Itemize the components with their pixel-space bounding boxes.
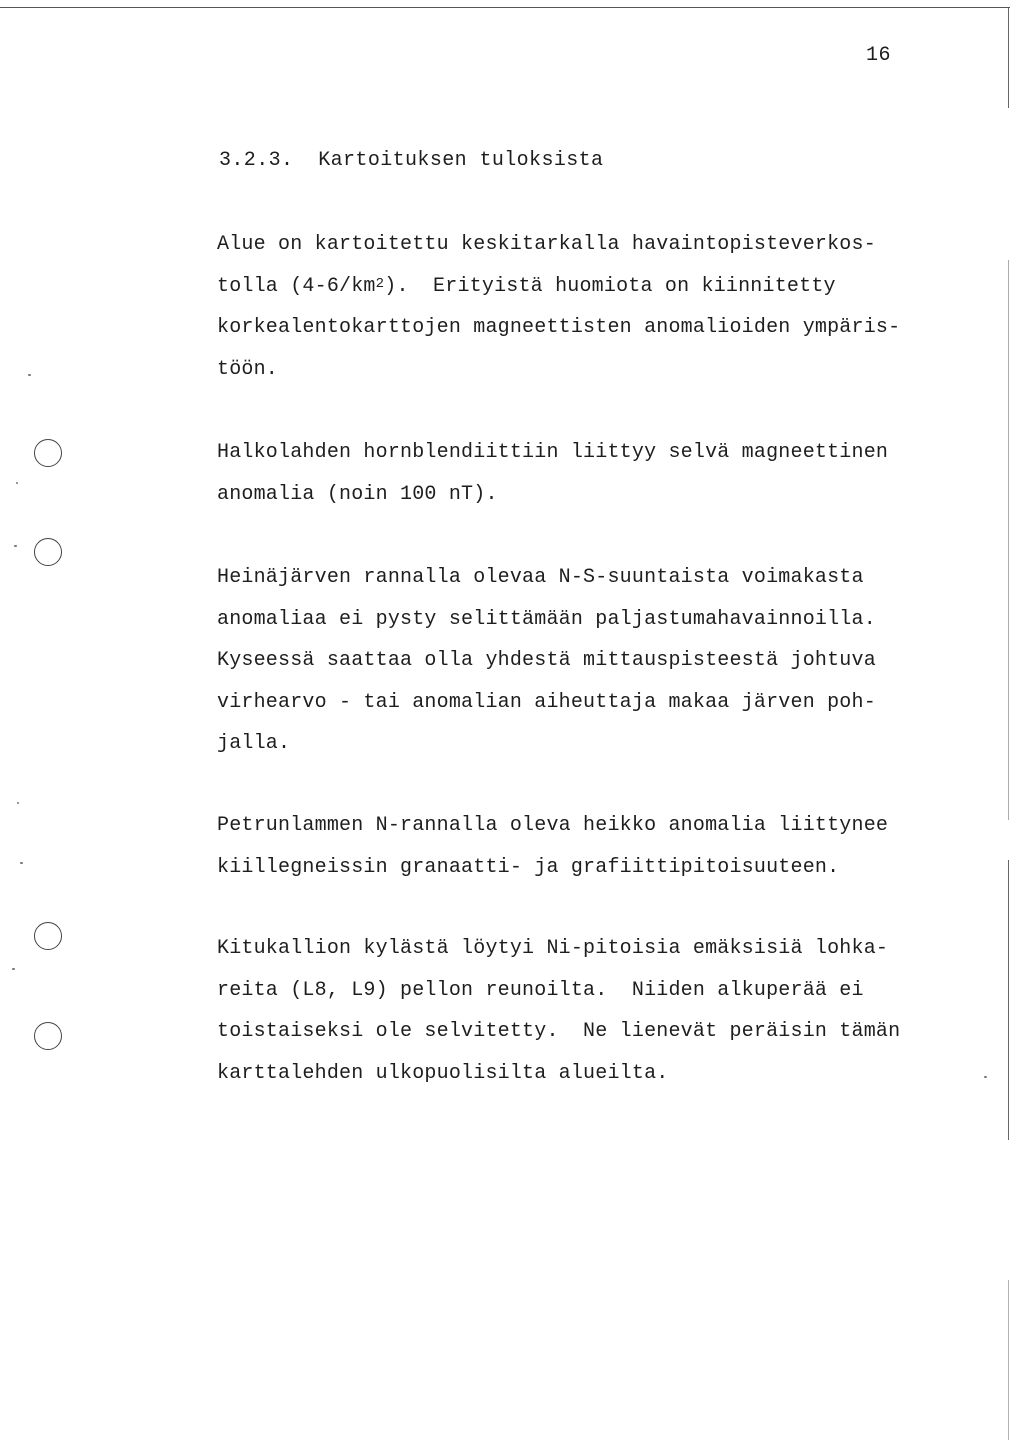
page-top-edge-line — [0, 7, 1010, 8]
text-line: Alue on kartoitettu keskitarkalla havaintopisteverkos- — [217, 233, 876, 256]
text-line: anomaliaa ei pysty selittämään paljastumahavainnoilla. — [217, 607, 876, 631]
paragraph — [217, 557, 917, 765]
scan-speck — [12, 968, 15, 970]
binder-hole-icon — [34, 922, 62, 950]
scan-speck — [14, 545, 17, 547]
text-line: töön. — [217, 357, 279, 381]
text-line: karttalehden ulkopuolisilta alueilta. — [217, 1061, 669, 1085]
scan-speck — [20, 862, 23, 864]
binder-hole-icon — [34, 439, 62, 467]
scan-speck — [16, 482, 18, 484]
scan-speck — [28, 374, 31, 376]
text-line: toistaiseksi ole selvitetty. Ne lienevät peräisin tämän — [217, 1020, 901, 1044]
paragraph — [217, 224, 917, 390]
text-line — [217, 266, 917, 308]
binder-hole-icon — [34, 538, 62, 566]
text-line: anomalia (noin 100 nT). — [217, 482, 498, 506]
scan-speck — [17, 802, 19, 804]
text-line: korkealentokarttojen magneettisten anomalioiden ympäris- — [217, 316, 901, 340]
text-line: reita (L8, L9) pellon reunoilta. Niiden alkuperää ei — [217, 978, 864, 1002]
text-segment: tolla (4-6/km — [217, 274, 376, 298]
text-line: kiillegneissin granaatti- ja grafiittipitoisuuteen. — [217, 855, 840, 879]
text-line: Heinäjärven rannalla olevaa N-S-suuntaista voimakasta — [217, 566, 864, 589]
page-right-edge-line — [1008, 260, 1009, 820]
page-right-edge-line — [1008, 8, 1009, 108]
paragraph — [217, 432, 917, 515]
scan-speck — [984, 1076, 987, 1078]
text-line: Kitukallion kylästä löytyi Ni-pitoisia emäksisiä lohka- — [217, 937, 889, 960]
text-line: Kyseessä saattaa olla yhdestä mittauspisteestä johtuva — [217, 649, 876, 673]
text-line: virhearvo - tai anomalian aiheuttaja makaa järven poh- — [217, 690, 876, 714]
page-right-edge-line — [1008, 1280, 1009, 1440]
text-line: jalla. — [217, 732, 291, 756]
paragraph — [217, 928, 917, 1094]
page-number: 16 — [866, 44, 892, 67]
text-line: Petrunlammen N-rannalla oleva heikko anomalia liittynee — [217, 814, 889, 837]
text-line: Halkolahden hornblendiittiin liittyy selvä magneettinen — [217, 441, 889, 464]
superscript-exponent: 2 — [375, 275, 385, 292]
paragraph — [217, 805, 917, 888]
page-right-edge-line — [1008, 860, 1009, 1140]
binder-hole-icon — [34, 1022, 62, 1050]
text-segment: ). Erityistä huomiota on kiinnitetty — [384, 274, 836, 298]
section-heading: 3.2.3. Kartoituksen tuloksista — [219, 149, 604, 172]
